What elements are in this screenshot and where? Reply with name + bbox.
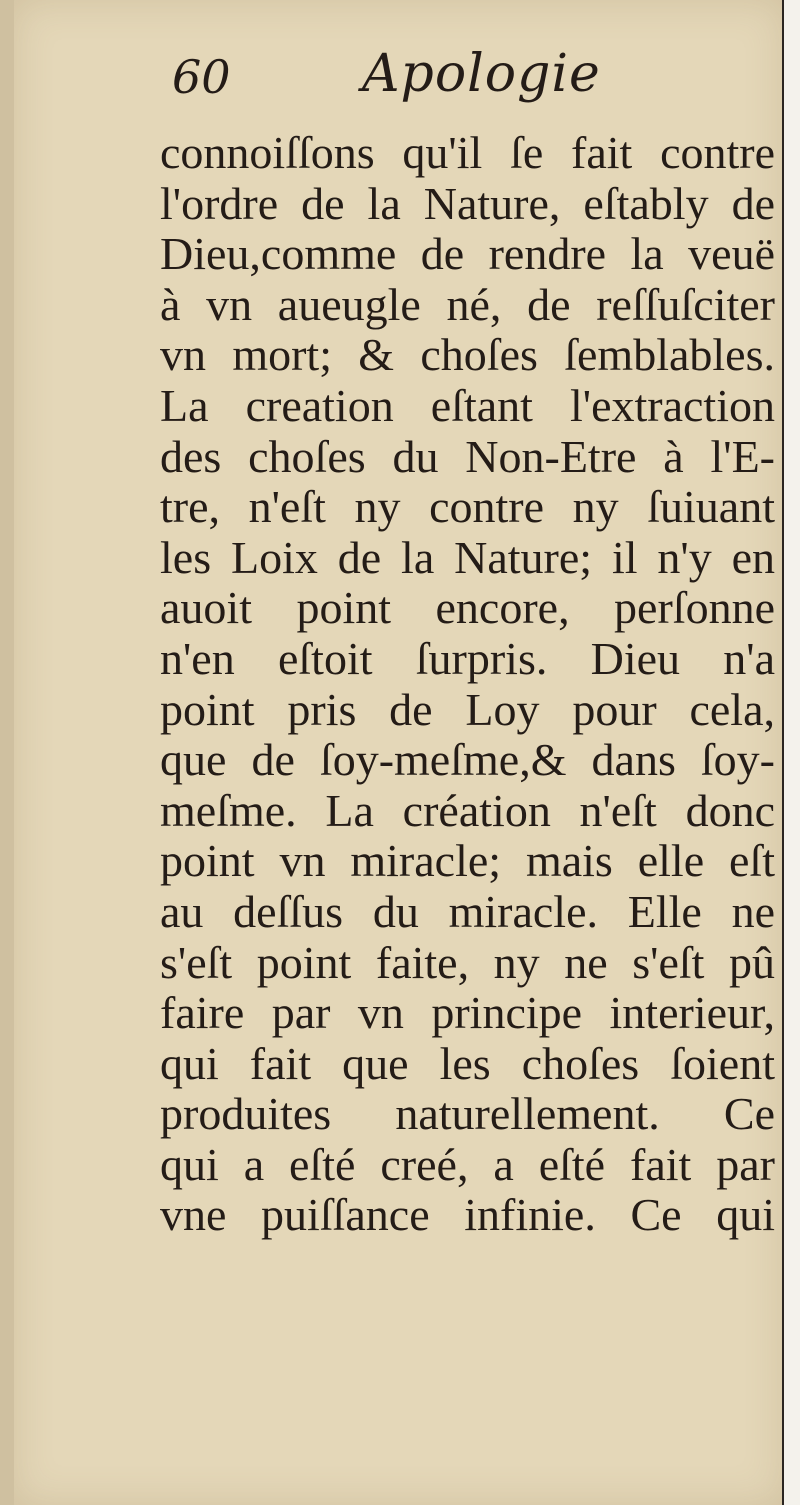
text-line: Dieu,comme de rendre la veuë bbox=[160, 229, 775, 280]
text-line: à vn aueugle né, de reſſuſciter bbox=[160, 279, 775, 330]
text-line: les Loix de la Nature; il n'y en bbox=[160, 532, 775, 583]
text-line: au deſſus du miracle. Elle ne bbox=[160, 886, 775, 937]
text-line: vne puiſſance infinie. Ce qui bbox=[160, 1190, 775, 1241]
text-line: point pris de Loy pour cela, bbox=[160, 684, 775, 735]
text-line: n'en eſtoit ſurpris. Dieu n'a bbox=[160, 633, 775, 684]
page-number: 60 bbox=[172, 50, 231, 104]
text-line: s'eſt point faite, ny ne s'eſt pû bbox=[160, 937, 775, 988]
fore-edge bbox=[782, 0, 800, 1505]
text-line: La creation eſtant l'extraction bbox=[160, 380, 775, 431]
text-line: l'ordre de la Nature, eſtably de bbox=[160, 178, 775, 229]
text-line: vn mort; & choſes ſemblables. bbox=[160, 330, 775, 381]
text-line: connoiſſons qu'il ſe fait contre bbox=[160, 128, 775, 178]
text-line: meſme. La création n'eſt donc bbox=[160, 785, 775, 836]
text-line: auoit point encore, perſonne bbox=[160, 583, 775, 634]
running-title: Apologie bbox=[362, 44, 601, 104]
text-line: que de ſoy-meſme,& dans ſoy- bbox=[160, 735, 775, 786]
text-line: qui fait que les choſes ſoient bbox=[160, 1038, 775, 1089]
text-line: des choſes du Non-Etre à l'E- bbox=[160, 431, 775, 482]
text-line: produites naturellement. Ce bbox=[160, 1089, 775, 1140]
page-header bbox=[172, 44, 732, 120]
text-line: qui a eſté creé, a eſté fait par bbox=[160, 1139, 775, 1190]
text-line: faire par vn principe interieur, bbox=[160, 988, 775, 1039]
text-line: point vn miracle; mais elle eſt bbox=[160, 836, 775, 887]
body-text bbox=[160, 128, 775, 1241]
text-line: tre, n'eſt ny contre ny ſuiuant bbox=[160, 482, 775, 533]
